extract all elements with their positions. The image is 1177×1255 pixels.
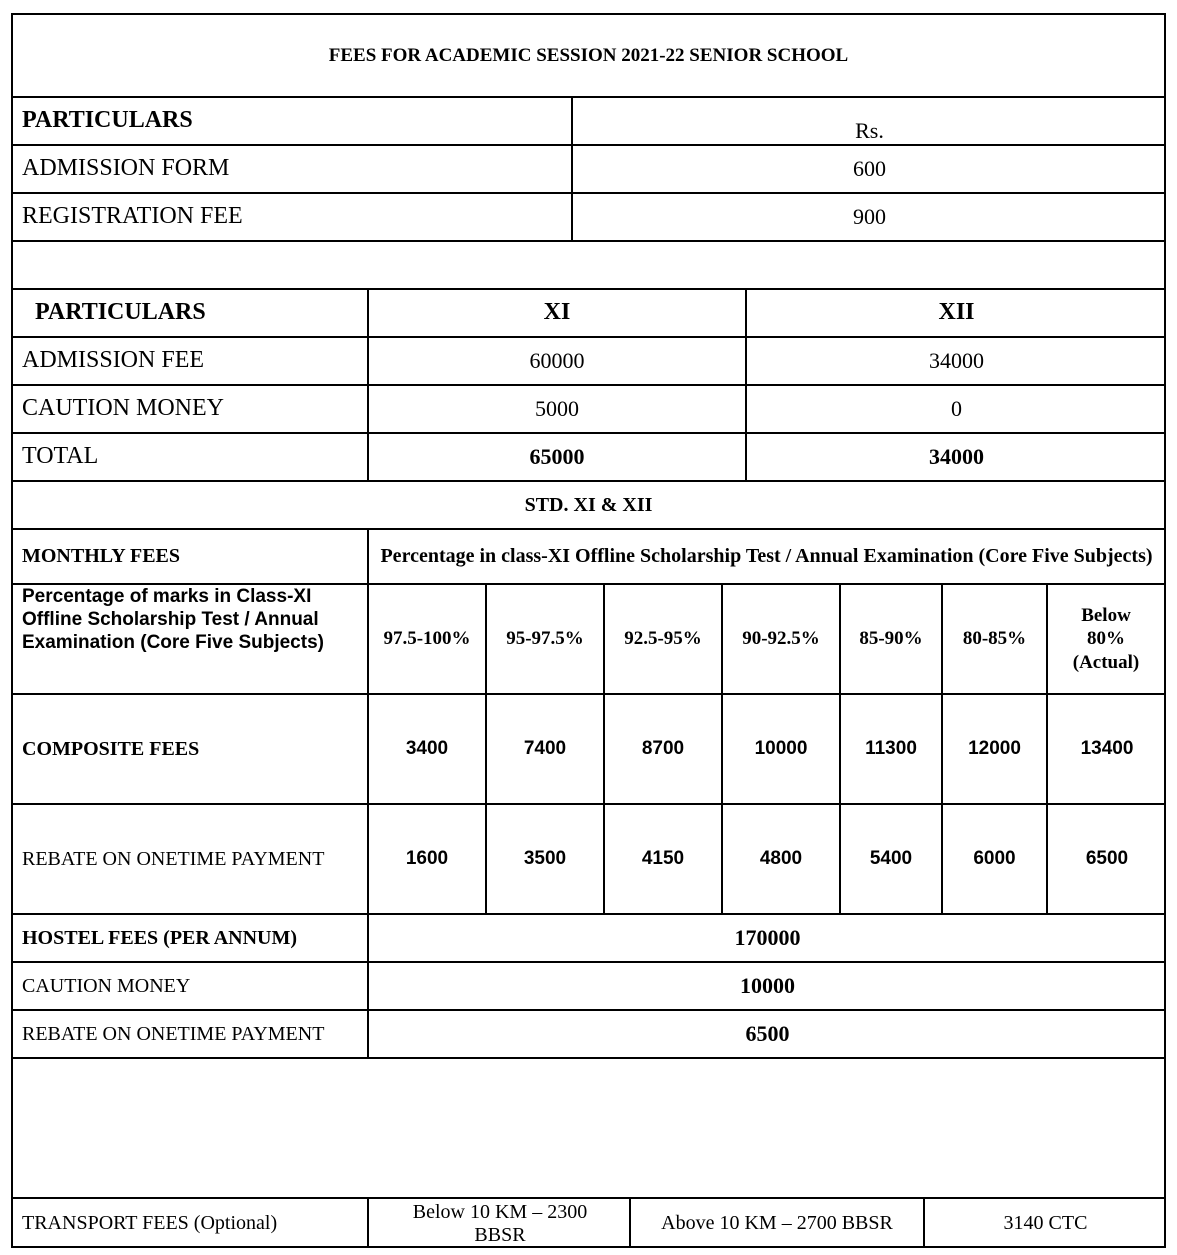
hostel-fees-label: HOSTEL FEES (PER ANNUM): [22, 926, 298, 949]
rebate-amount: 6000: [973, 848, 1016, 870]
monthly-fees-label: MONTHLY FEES: [22, 545, 180, 567]
range-label: Percentage of marks in Class-XI Offline Scholarship Test / Annual Examination (Core Five Subjects): [22, 586, 324, 654]
range-header: 95-97.5%: [506, 628, 584, 650]
rebate-amount: 5400: [869, 848, 913, 870]
admission-form-label: ADMISSION FORM: [22, 155, 230, 182]
hostel-caution-amount: 10000: [740, 973, 795, 999]
composite-fee: 11300: [865, 738, 917, 760]
composite-fee: 8700: [641, 738, 685, 760]
range-header: 92.5-95%: [624, 628, 702, 650]
hostel-fees-amount: 170000: [734, 925, 801, 951]
transport-option-ctc: 3140 CTC: [1003, 1212, 1088, 1234]
total-label: TOTAL: [22, 443, 99, 470]
transport-option-below-10km: Below 10 KM – 2300 BBSR: [412, 1200, 588, 1246]
caution-money-label: CAUTION MONEY: [22, 395, 224, 422]
column-xii-header: XII: [938, 299, 975, 326]
caution-money-xii: 0: [951, 396, 962, 422]
monthly-criteria: Percentage in class-XI Offline Scholarship Test / Annual Examination (Core Five Subjects): [380, 545, 1153, 568]
rebate-amount: 3500: [523, 848, 567, 870]
total-xii: 34000: [929, 444, 984, 470]
registration-header-amount: Rs.: [855, 118, 884, 144]
rebate-amount: 6500: [1085, 848, 1129, 870]
range-header: Below 80% (Actual): [1072, 605, 1140, 673]
admission-form-amount: 600: [853, 156, 886, 182]
hostel-caution-label: CAUTION MONEY: [22, 974, 191, 997]
composite-fee: 7400: [523, 738, 567, 760]
rebate-amount: 1600: [405, 848, 449, 870]
registration-header-label: PARTICULARS: [22, 107, 193, 134]
range-header: 80-85%: [962, 628, 1027, 650]
monthly-rebate-label: REBATE ON ONETIME PAYMENT: [22, 847, 325, 870]
transport-fees-label: TRANSPORT FEES (Optional): [22, 1212, 278, 1234]
hostel-rebate-amount: 6500: [745, 1021, 790, 1047]
composite-fee: 10000: [754, 738, 808, 760]
rule: [11, 240, 1166, 242]
composite-fee: 12000: [968, 738, 1021, 760]
rebate-amount: 4150: [641, 848, 685, 870]
registration-fee-label: REGISTRATION FEE: [22, 203, 243, 230]
rebate-amount: 4800: [759, 848, 803, 870]
transport-option-above-10km: Above 10 KM – 2700 BBSR: [661, 1212, 893, 1234]
admission-fee-xii: 34000: [929, 348, 984, 374]
range-header: 97.5-100%: [383, 628, 471, 650]
registration-fee-amount: 900: [853, 204, 886, 230]
composite-fee: 3400: [405, 738, 449, 760]
total-xi: 65000: [529, 444, 585, 470]
composite-fees-label: COMPOSITE FEES: [22, 737, 200, 760]
admission-header-label: PARTICULARS: [35, 299, 206, 326]
rule: [11, 1057, 1166, 1059]
column-xi-header: XI: [543, 299, 571, 326]
range-header: 85-90%: [859, 628, 923, 650]
hostel-rebate-label: REBATE ON ONETIME PAYMENT: [22, 1022, 325, 1045]
admission-fee-label: ADMISSION FEE: [22, 347, 205, 374]
range-header: 90-92.5%: [742, 628, 820, 650]
admission-fee-xi: 60000: [529, 348, 585, 374]
rule: [367, 1197, 369, 1248]
monthly-section-title: STD. XI & XII: [524, 493, 653, 516]
composite-fee: 13400: [1080, 738, 1134, 760]
page-title: FEES FOR ACADEMIC SESSION 2021-22 SENIOR SCHOOL: [328, 44, 849, 66]
caution-money-xi: 5000: [535, 396, 579, 422]
